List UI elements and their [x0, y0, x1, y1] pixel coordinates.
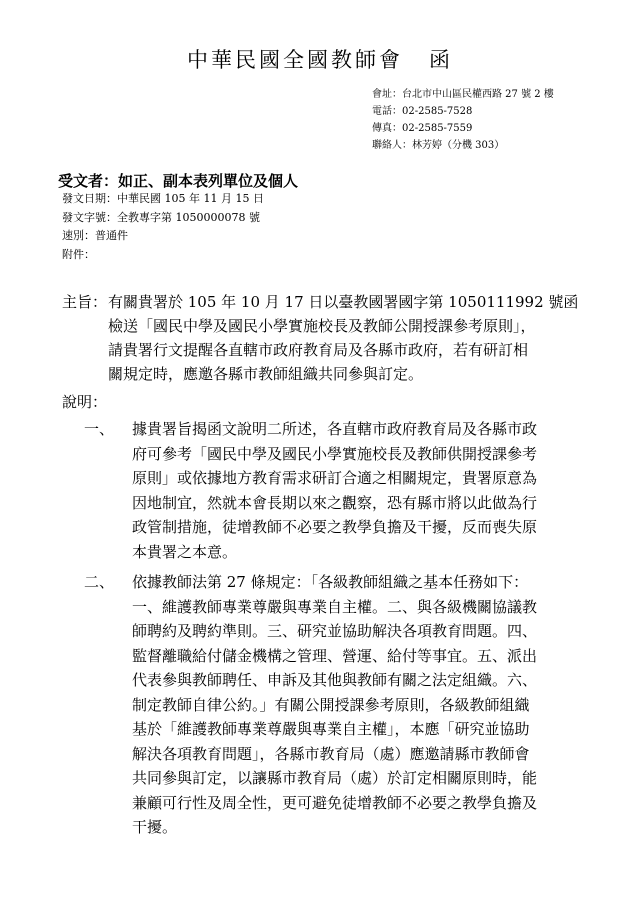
- document-type: 函: [429, 48, 453, 72]
- item-line: 師聘約及聘約準則。三、研究並協助解決各項教育問題。四、: [132, 622, 538, 640]
- issue-date: 發文日期：中華民國 105 年 11 月 15 日: [62, 192, 264, 205]
- organization-name: 中華民國全國教師會: [187, 48, 403, 72]
- attachments: 附件：: [62, 247, 95, 261]
- subject-line: 請貴署行文提醒各直轄市政府教育局及各縣市政府，若有研訂相: [108, 341, 529, 359]
- item-number: 二、: [84, 573, 115, 591]
- item-line: 本貴署之本意。: [132, 542, 238, 561]
- item-line: 一、維護教師專業尊嚴與專業自主權。二、與各級機關協議教: [132, 597, 538, 616]
- item-line: 政管制措施，徒增教師不必要之教學負擔及干擾，反而喪失原: [132, 518, 538, 536]
- contact-fax: 傳真：02-2585-7559: [372, 123, 473, 134]
- description-label: 說明：: [62, 393, 108, 411]
- item-line: 據貴署旨揭函文說明二所述，各直轄市政府教育局及各縣市政: [132, 420, 538, 438]
- recipient-line: 受文者：如正、副本表列單位及個人: [58, 172, 299, 190]
- description-item-1: [84, 417, 614, 564]
- subject-label: 主旨：: [62, 293, 108, 311]
- item-number: 一、: [84, 420, 115, 438]
- item-line: 監督離職給付儲金機構之管理、營運、給付等事宜。五、派出: [132, 646, 538, 665]
- subject-line: 關規定時，應邀各縣市教師組織共同參與訂定。: [108, 365, 424, 383]
- subject-line: 有關貴署於 105 年 10 月 17 日以臺教國署國字第 1050111992 號函: [108, 293, 579, 311]
- item-line: 基於「維護教師專業尊嚴與專業自主權」，本應「研究並協助: [132, 720, 530, 738]
- item-line: 依據教師法第 27 條規定：「各級教師組織之基本任務如下：: [132, 573, 529, 591]
- contact-phone: 電話：02-2585-7528: [372, 106, 473, 117]
- contact-block: [372, 86, 554, 154]
- priority: 速別：普通件: [62, 229, 128, 242]
- item-line: 解決各項教育問題」，各縣市教育局（處）應邀請縣市教師會: [132, 744, 530, 763]
- letter-title: [0, 44, 640, 74]
- item-line: 代表參與教師聘任、申訴及其他與教師有關之法定組織。六、: [132, 671, 538, 689]
- subject-line: 檢送「國民中學及國民小學實施校長及教師公開授課參考原則」，: [108, 317, 536, 335]
- item-line: 干擾。: [132, 818, 178, 836]
- contact-person: 聯絡人：林芳婷（分機 303）: [372, 140, 505, 151]
- item-line: 共同參與訂定，以讓縣市教育局（處）於訂定相關原則時，能: [132, 769, 538, 787]
- item-line: 因地制宜，然就本會長期以來之觀察，恐有縣市將以此做為行: [132, 493, 538, 512]
- document-number: 發文字號：全教專字第 1050000078 號: [62, 210, 260, 224]
- item-line: 府可參考「國民中學及國民小學實施校長及教師供開授課參考: [132, 444, 538, 463]
- item-line: 原則」或依據地方教育需求研訂合適之相關規定，貴署原意為: [132, 469, 538, 487]
- meta-block: [62, 190, 264, 264]
- item-line: 兼顧可行性及周全性，更可避免徒增教師不必要之教學負擔及: [132, 793, 538, 812]
- subject-block: [62, 290, 602, 386]
- item-line: 制定教師自律公約。」有關公開授課參考原則，各級教師組織: [132, 695, 530, 714]
- contact-address: 會址：台北市中山區民權西路 27 號 2 樓: [372, 89, 554, 100]
- description-item-2: [84, 570, 614, 840]
